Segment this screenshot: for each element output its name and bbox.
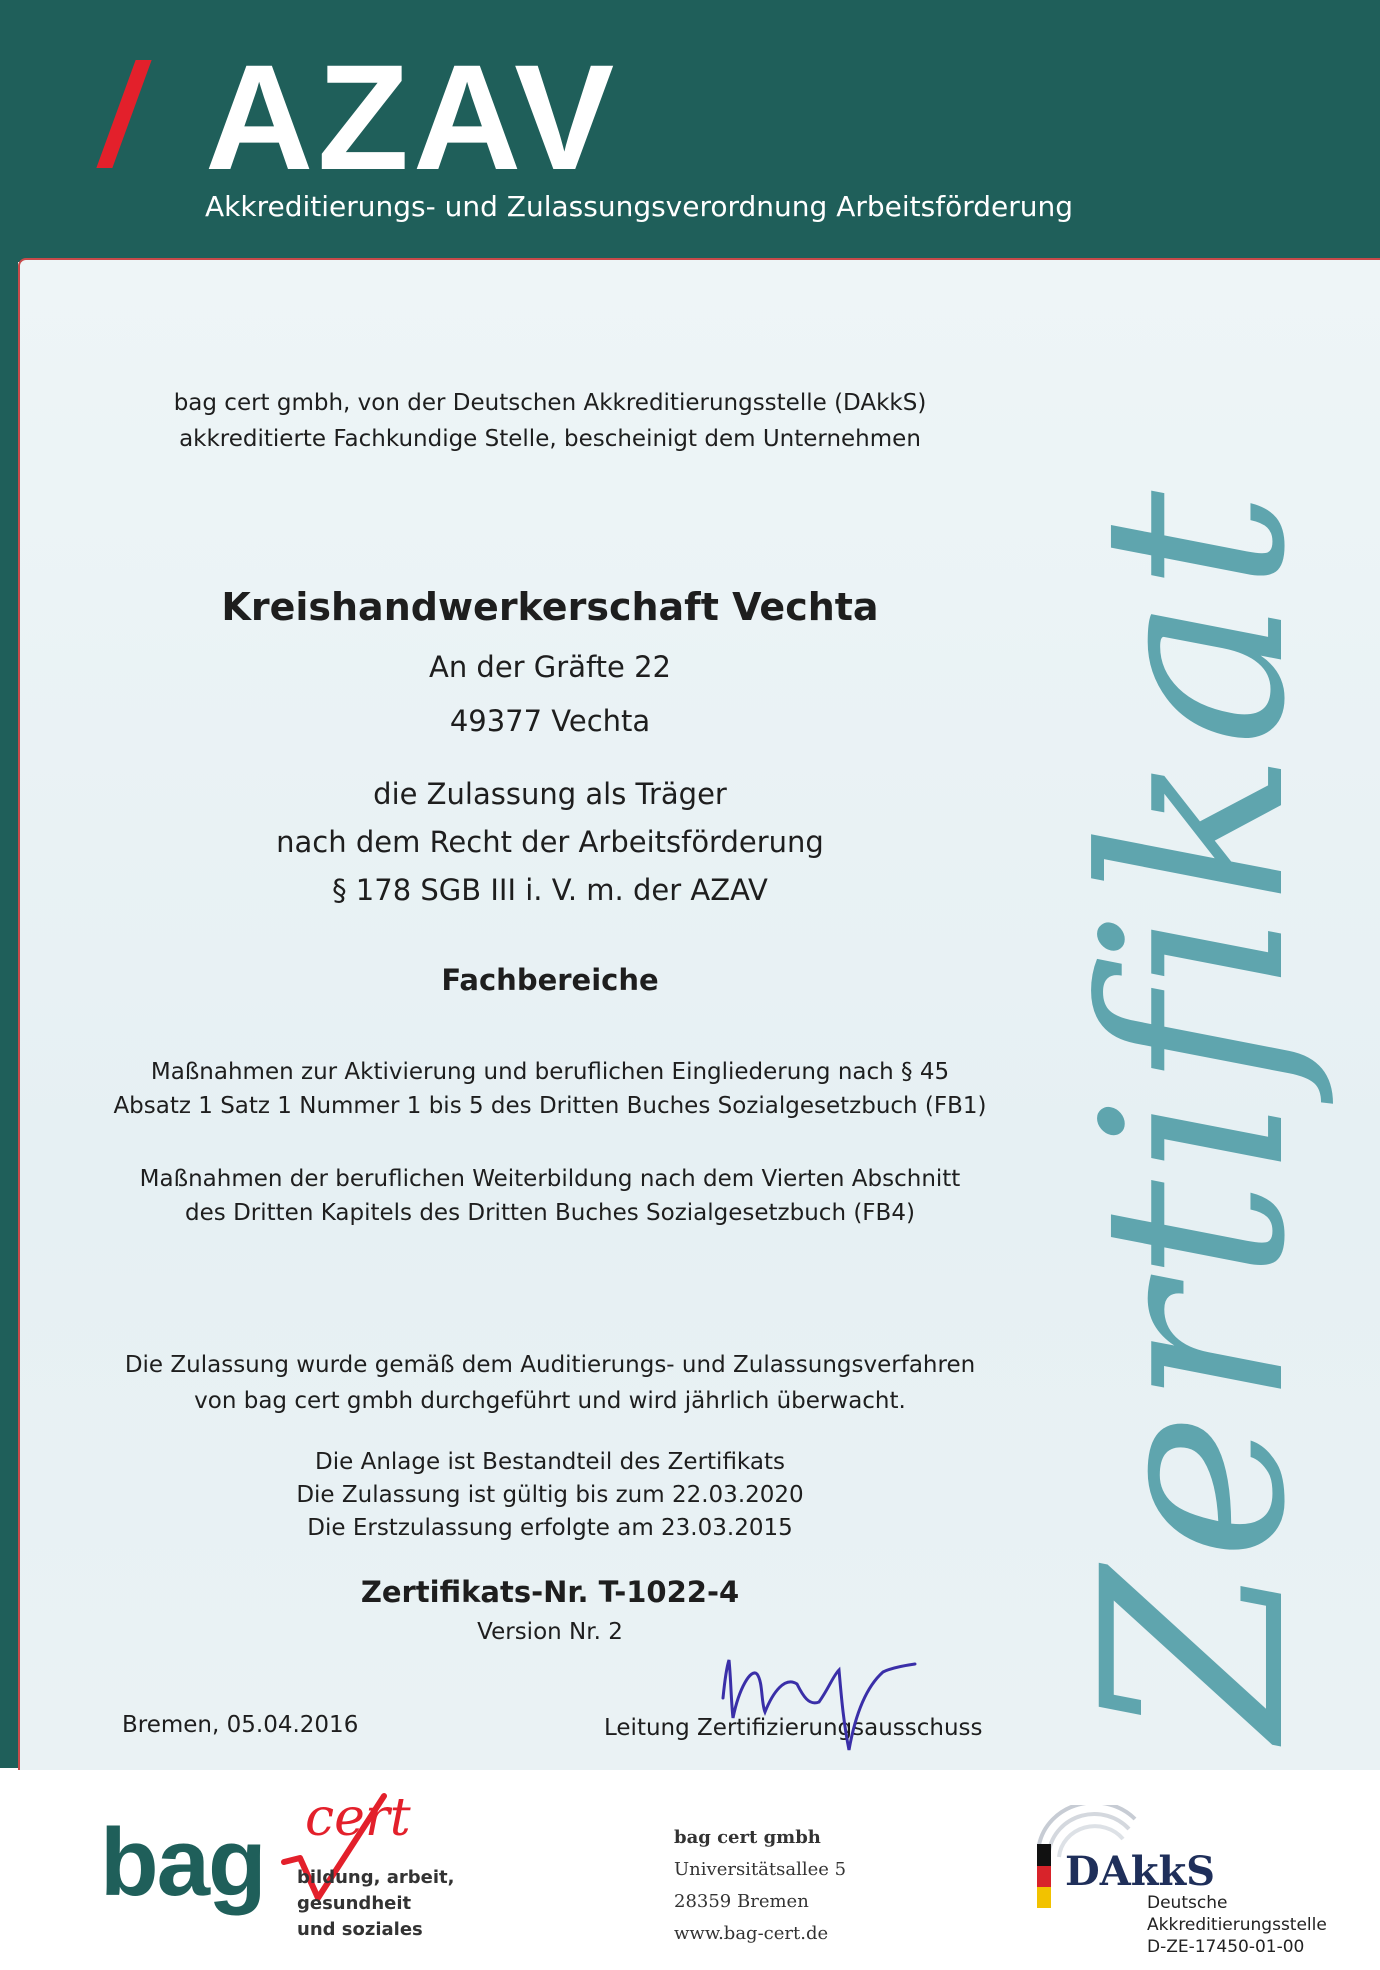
intro-line-1: bag cert gmbh, von der Deutschen Akkreditierungsstelle (DAkkS) bbox=[173, 390, 927, 416]
fachbereiche-heading: Fachbereiche bbox=[441, 963, 659, 997]
azav-header bbox=[0, 0, 1380, 262]
procedure-line-1: Die Zulassung wurde gemäß dem Auditierungs- und Zulassungsverfahren bbox=[124, 1352, 976, 1378]
certificate-number: Zertifikats-Nr. T-1022-4 bbox=[360, 1575, 740, 1609]
approval-line-2: nach dem Recht der Arbeitsförderung bbox=[276, 825, 824, 859]
certificate-version: Version Nr. 2 bbox=[477, 1619, 623, 1645]
panel-left-edge bbox=[0, 262, 18, 1768]
fb4-line-2: des Dritten Kapitels des Dritten Buches Sozialgesetzbuch (FB4) bbox=[185, 1200, 915, 1226]
signature-icon bbox=[715, 1640, 925, 1760]
fb1-line-1: Maßnahmen zur Aktivierung und beruflichen Eingliederung nach § 45 bbox=[150, 1059, 950, 1085]
validity-line-1: Die Anlage ist Bestandteil des Zertifikats bbox=[315, 1449, 785, 1475]
procedure-text bbox=[80, 1347, 1020, 1419]
fachbereich-fb4 bbox=[80, 1162, 1020, 1230]
dakks-info bbox=[1147, 1892, 1327, 1958]
cert-logo-word: cert bbox=[305, 1788, 411, 1848]
german-flag-icon bbox=[1037, 1844, 1051, 1908]
azav-logo-slash bbox=[96, 60, 151, 168]
zertifikat-watermark: Zertifikat bbox=[1049, 484, 1340, 1740]
dakks-line-2: Akkreditierungsstelle bbox=[1147, 1915, 1327, 1935]
azav-logo-title: AZAV bbox=[205, 33, 619, 201]
footer-website[interactable]: www.bag-cert.de bbox=[674, 1923, 829, 1944]
intro-line-2: akkreditierte Fachkundige Stelle, bescheinigt dem Unternehmen bbox=[179, 426, 921, 452]
company-address bbox=[80, 640, 1020, 748]
footer-company: bag cert gmbh bbox=[674, 1827, 821, 1848]
company-city: 49377 Vechta bbox=[449, 704, 651, 738]
procedure-line-2: von bag cert gmbh durchgeführt und wird jährlich überwacht. bbox=[194, 1388, 906, 1414]
validity-text bbox=[80, 1446, 1020, 1545]
intro-text bbox=[80, 385, 1020, 457]
footer-address bbox=[674, 1822, 846, 1950]
fb4-line-1: Maßnahmen der beruflichen Weiterbildung nach dem Vierten Abschnitt bbox=[139, 1166, 961, 1192]
dakks-logo bbox=[1025, 1800, 1345, 1960]
place-date: Bremen, 05.04.2016 bbox=[122, 1712, 359, 1738]
company-street: An der Gräfte 22 bbox=[428, 650, 672, 684]
bag-logo-tagline bbox=[297, 1865, 560, 1943]
tagline-line-1: bildung, arbeit, gesundheit bbox=[297, 1867, 455, 1914]
fachbereich-fb1 bbox=[80, 1055, 1020, 1123]
signer-label: Leitung Zertifizierungsausschuss bbox=[604, 1715, 983, 1741]
dakks-line-3: D-ZE-17450-01-00 bbox=[1147, 1937, 1305, 1957]
footer-street: Universitätsallee 5 bbox=[674, 1859, 847, 1880]
fb1-line-2: Absatz 1 Satz 1 Nummer 1 bis 5 des Dritten Buches Sozialgesetzbuch (FB1) bbox=[113, 1093, 987, 1119]
bag-cert-logo bbox=[100, 1788, 560, 1940]
footer-city: 28359 Bremen bbox=[674, 1891, 809, 1912]
company-name: Kreishandwerkerschaft Vechta bbox=[221, 585, 879, 629]
tagline-line-2: und soziales bbox=[297, 1919, 423, 1940]
dakks-line-1: Deutsche bbox=[1147, 1893, 1228, 1913]
approval-line-3: § 178 SGB III i. V. m. der AZAV bbox=[332, 873, 768, 907]
approval-line-1: die Zulassung als Träger bbox=[373, 777, 727, 811]
dakks-name: DAkkS bbox=[1065, 1848, 1216, 1895]
bag-logo-word: bag bbox=[100, 1809, 265, 1916]
validity-line-2: Die Zulassung ist gültig bis zum 22.03.2020 bbox=[296, 1482, 804, 1508]
validity-line-3: Die Erstzulassung erfolgte am 23.03.2015 bbox=[307, 1515, 793, 1541]
approval-statement bbox=[80, 770, 1020, 914]
azav-subtitle: Akkreditierungs- und Zulassungsverordnung Arbeitsförderung bbox=[205, 190, 1073, 223]
